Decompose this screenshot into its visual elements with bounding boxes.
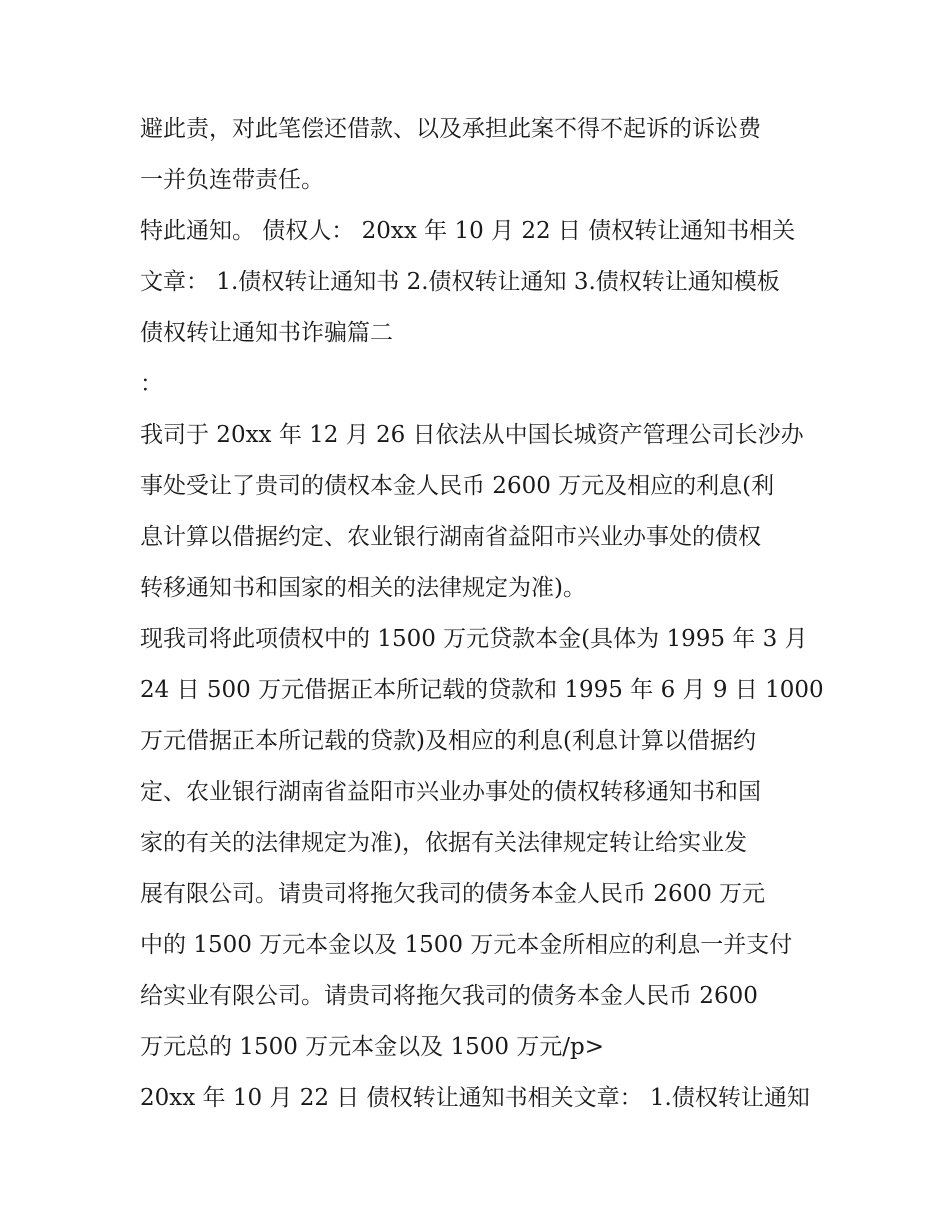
text-line: 万元总的 1500 万元本金以及 1500 万元/p> xyxy=(140,1034,605,1060)
text-line: ： xyxy=(140,371,163,397)
text-line: 事处受让了贵司的债权本金人民币 2600 万元及相应的利息(利 xyxy=(140,473,775,499)
text-line: 文章： 1.债权转让通知书 2.债权转让通知 3.债权转让通知模板 xyxy=(140,269,780,295)
text-line: 中的 1500 万元本金以及 1500 万元本金所相应的利息一并支付 xyxy=(140,932,793,958)
text-line: 避此责，对此笔偿还借款、以及承担此案不得不起诉的诉讼费 xyxy=(140,116,761,142)
text-line: 万元借据正本所记载的贷款)及相应的利息(利息计算以借据约 xyxy=(140,728,756,754)
text-line: 展有限公司。请贵司将拖欠我司的债务本金人民币 2600 万元 xyxy=(140,881,766,907)
text-line: 特此通知。 债权人： 20xx 年 10 月 22 日 债权转让通知书相关 xyxy=(140,218,796,244)
text-line: 一并负连带责任。 xyxy=(140,167,324,193)
document-body xyxy=(140,104,824,1124)
text-line: 定、农业银行湖南省益阳市兴业办事处的债权转移通知书和国 xyxy=(140,779,761,805)
section-heading: 债权转让通知书诈骗篇二 xyxy=(140,320,393,346)
text-line: 给实业有限公司。请贵司将拖欠我司的债务本金人民币 2600 xyxy=(140,983,758,1009)
text-line: 20xx 年 10 月 22 日 债权转让通知书相关文章： 1.债权转让通知 xyxy=(140,1085,810,1111)
text-line: 24 日 500 万元借据正本所记载的贷款和 1995 年 6 月 9 日 1000 xyxy=(140,677,824,703)
text-line: 我司于 20xx 年 12 月 26 日依法从中国长城资产管理公司长沙办 xyxy=(140,422,804,448)
text-line: 息计算以借据约定、农业银行湖南省益阳市兴业办事处的债权 xyxy=(140,524,761,550)
text-line: 转移通知书和国家的相关的法律规定为准)。 xyxy=(140,575,586,601)
text-line: 家的有关的法律规定为准)，依据有关法律规定转让给实业发 xyxy=(140,830,747,856)
text-line: 现我司将此项债权中的 1500 万元贷款本金(具体为 1995 年 3 月 xyxy=(140,626,808,652)
